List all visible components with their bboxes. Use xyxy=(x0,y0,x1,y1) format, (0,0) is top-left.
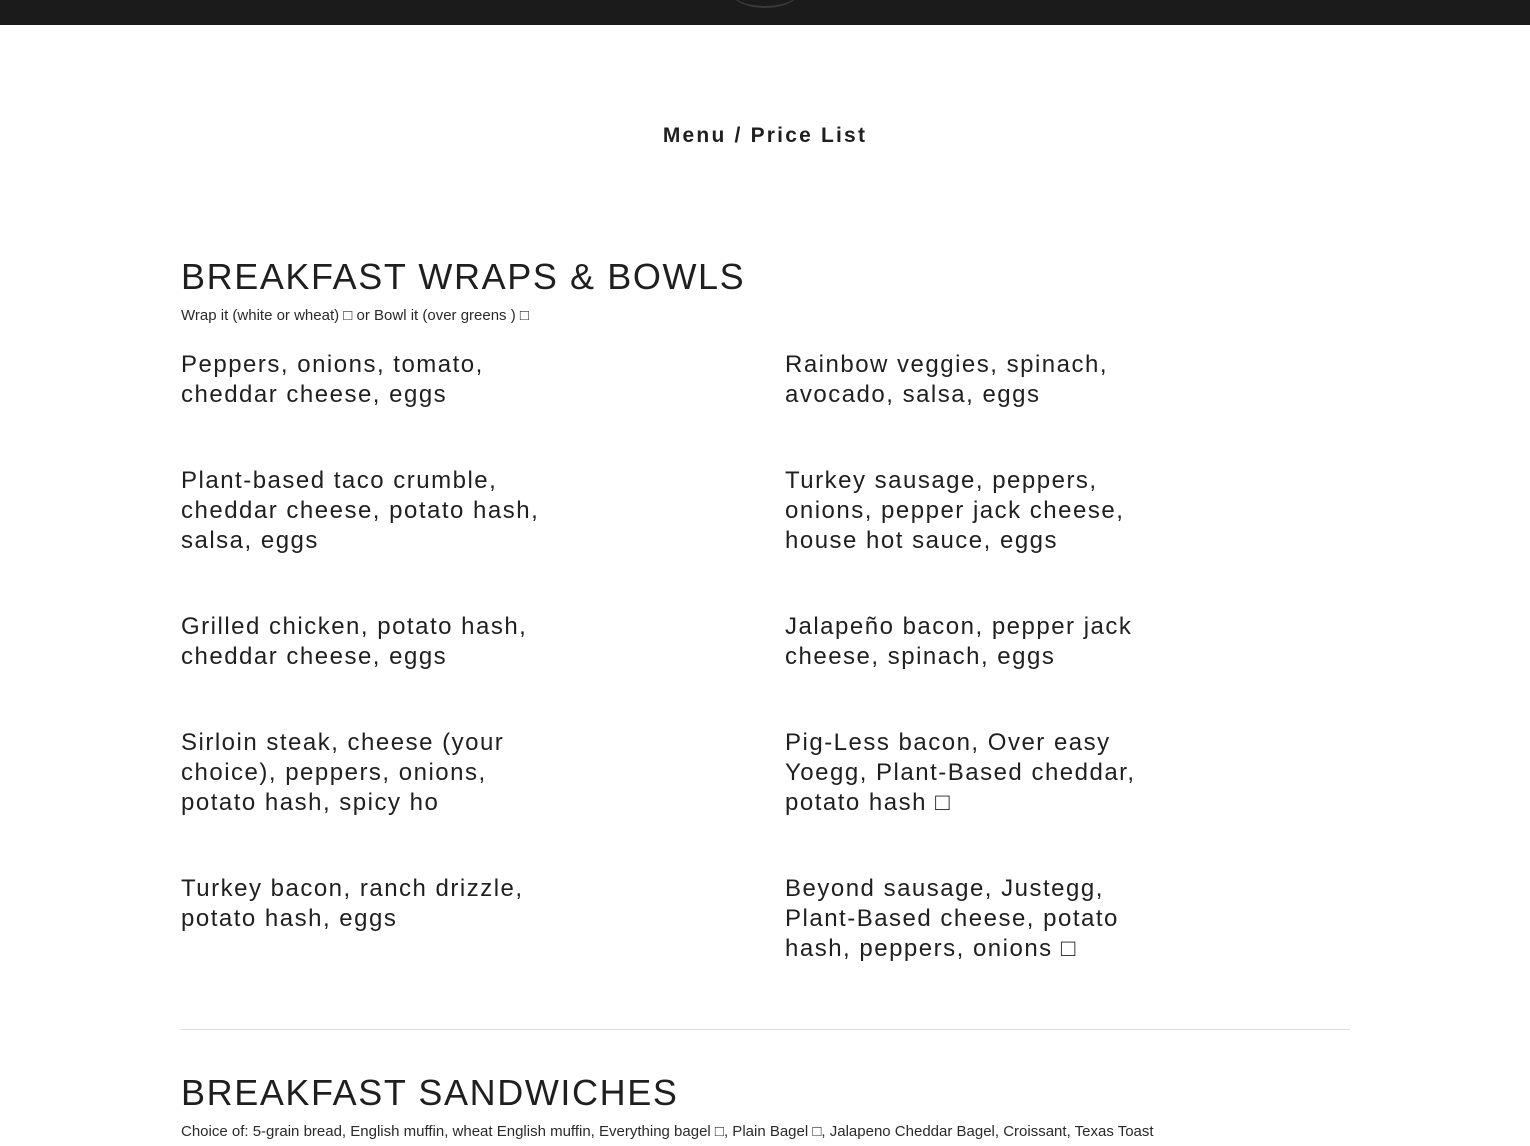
menu-item: Turkey bacon, ranch drizzle, potato hash, eggs xyxy=(181,875,524,932)
section-subtitle: Choice of: 5-grain bread, English muffin, wheat English muffin, Everything bagel □, Plain Bagel □, Jalapeno Cheddar Bagel, Croissant, Texas Toast xyxy=(181,1123,1154,1140)
menu-item: Beyond sausage, Justegg, Plant-Based cheese, potato hash, peppers, onions □ xyxy=(785,875,1119,962)
menu-item: Plant-based taco crumble, cheddar cheese, potato hash, salsa, eggs xyxy=(181,467,540,554)
menu-item: Pig-Less bacon, Over easy Yoegg, Plant-Based cheddar, potato hash □ xyxy=(785,729,1136,816)
menu-item: Peppers, onions, tomato, cheddar cheese, eggs xyxy=(181,351,484,408)
section-breakfast-wraps-bowls xyxy=(181,257,1350,326)
section-heading: BREAKFAST SANDWICHES xyxy=(181,1072,679,1113)
menu-item: Grilled chicken, potato hash, cheddar cheese, eggs xyxy=(181,613,528,670)
menu-item: Turkey sausage, peppers, onions, pepper jack cheese, house hot sauce, eggs xyxy=(785,467,1125,554)
logo-icon[interactable] xyxy=(730,0,800,8)
page-title: Menu / Price List xyxy=(662,124,868,147)
section-heading: BREAKFAST WRAPS & BOWLS xyxy=(181,256,746,297)
section-subtitle: Wrap it (white or wheat) □ or Bowl it (over greens ) □ xyxy=(181,307,529,324)
top-nav-bar xyxy=(0,0,1530,25)
menu-item: Rainbow veggies, spinach, avocado, salsa, eggs xyxy=(785,351,1109,408)
section-breakfast-sandwiches xyxy=(181,1073,1350,1142)
menu-item: Jalapeño bacon, pepper jack cheese, spinach, eggs xyxy=(785,613,1133,670)
menu-item: Sirloin steak, cheese (your choice), peppers, onions, potato hash, spicy ho xyxy=(181,729,505,816)
section-divider xyxy=(181,1029,1350,1030)
